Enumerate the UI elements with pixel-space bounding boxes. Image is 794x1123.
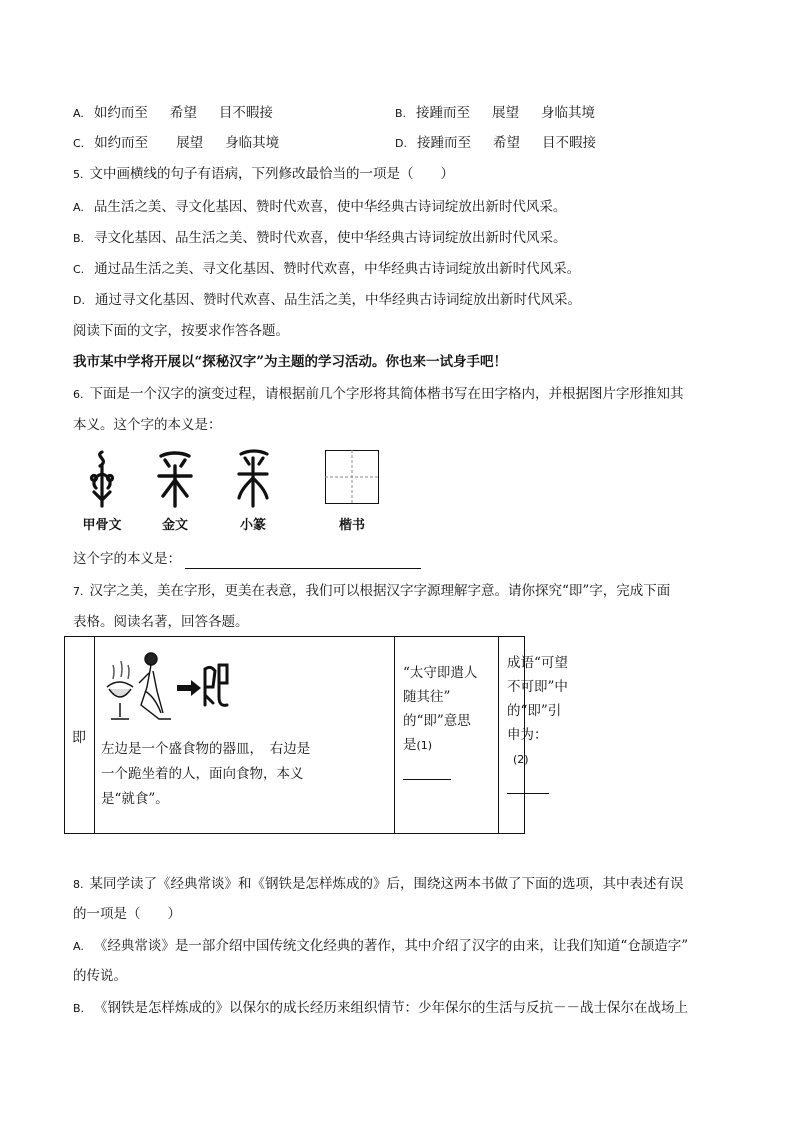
table-question-2-text: 成语“可望 不可即”中 的“即”引 申为： (2) [507, 651, 591, 802]
table-question-1-cell [395, 637, 499, 833]
small-seal-glyph-icon [233, 448, 273, 510]
q6-answer-line: 这个字的本义是： [73, 549, 421, 569]
ji-character-table [64, 636, 568, 834]
q5-option-d[interactable]: D. 通过寻文化基因、赞时代欢喜、品生活之美，中华经典古诗词绽放出新时代风采。 [73, 292, 581, 308]
q8-option-a-line1[interactable]: A. 《经典常谈》是一部介绍中国传统文化经典的著作，其中介绍了汉字的由来，让我们知道“仓颉造字” [73, 938, 689, 954]
q4-option-c[interactable]: C. 如约而至 展望 身临其境 [73, 135, 280, 151]
table-char-cell: 即 [65, 637, 95, 833]
table-question-2-cell [499, 637, 591, 833]
q7-stem-line2: 表格。阅读名著，回答各题。 [73, 614, 249, 630]
answer-blank-1[interactable] [403, 767, 451, 780]
oracle-bone-glyph-icon [84, 448, 120, 510]
q8-stem-line1: 8. 某同学读了《经典常谈》和《钢铁是怎样炼成的》后，围绕这两本书做了下面的选项，其中表述有误 [73, 876, 684, 892]
q8-option-b-line1[interactable]: B. 《钢铁是怎样炼成的》以保尔的成长经历来组织情节：少年保尔的生活与反抗－－战士保尔在战场上 [73, 1000, 689, 1016]
q7-stem-line1: 7. 汉字之美，美在字形，更美在表意，我们可以根据汉字字源理解字意。请你探究“即”字，完成下面 [73, 583, 671, 599]
kneeling-person-food-illustration [101, 647, 231, 733]
q4-option-row-ab [73, 103, 733, 123]
bronze-glyph-icon [155, 448, 195, 510]
activity-intro: 我市某中学将开展以“探秘汉字”为主题的学习活动。你也来一试身手吧！ [73, 354, 508, 370]
q8-option-a-line2: 的传说。 [73, 968, 127, 984]
q6-stem-line2: 本义。这个字的本义是： [73, 417, 222, 433]
q8-stem-line2: 的一项是（ ） [73, 906, 181, 922]
q5-option-b[interactable]: B. 寻文化基因、品生活之美、赞时代欢喜，使中华经典古诗词绽放出新时代风采。 [73, 230, 567, 246]
table-question-1-text: “太守即遣人 随其往” 的“即”意思 是(1) [403, 661, 495, 788]
regular-script-box[interactable]: 楷书 [324, 448, 380, 533]
table-description: 左边是一个盛食物的器皿， 右边是 一个跪坐着的人，面向食物，本义 是“就食”。 [101, 741, 311, 807]
q5-option-a[interactable]: A. 品生活之美、寻文化基因、赞时代欢喜，使中华经典古诗词绽放出新时代风采。 [73, 199, 567, 215]
small-seal-glyph: 小篆 [230, 448, 276, 533]
glyph-evolution-figure [80, 448, 400, 540]
q4-option-b[interactable]: B. 接踵而至 展望 身临其境 [395, 105, 596, 121]
bronze-glyph: 金文 [152, 448, 198, 533]
q4-option-d[interactable]: D. 接踵而至 希望 目不暇接 [395, 135, 596, 151]
answer-blank-2[interactable] [507, 781, 549, 794]
oracle-bone-glyph: 甲骨文 [80, 448, 124, 533]
q5-option-c[interactable]: C. 通过品生活之美、寻文化基因、赞时代欢喜，中华经典古诗词绽放出新时代风采。 [73, 261, 581, 277]
reading-intro: 阅读下面的文字，按要求作答各题。 [73, 323, 289, 339]
q4-option-row-cd [73, 133, 733, 153]
q4-option-a[interactable]: A. 如约而至 希望 目不暇接 [73, 105, 273, 121]
q6-answer-blank[interactable] [185, 554, 421, 569]
q5-stem: 5. 文中画横线的句子有语病，下列修改最恰当的一项是（ ） [73, 166, 454, 182]
table-illustration-cell [95, 637, 395, 833]
q6-stem-line1: 6. 下面是一个汉字的演变过程，请根据前几个字形将其简体楷书写在田字格内，并根据图片字形推知其 [73, 386, 684, 402]
tianzige-grid-icon[interactable] [325, 450, 379, 504]
